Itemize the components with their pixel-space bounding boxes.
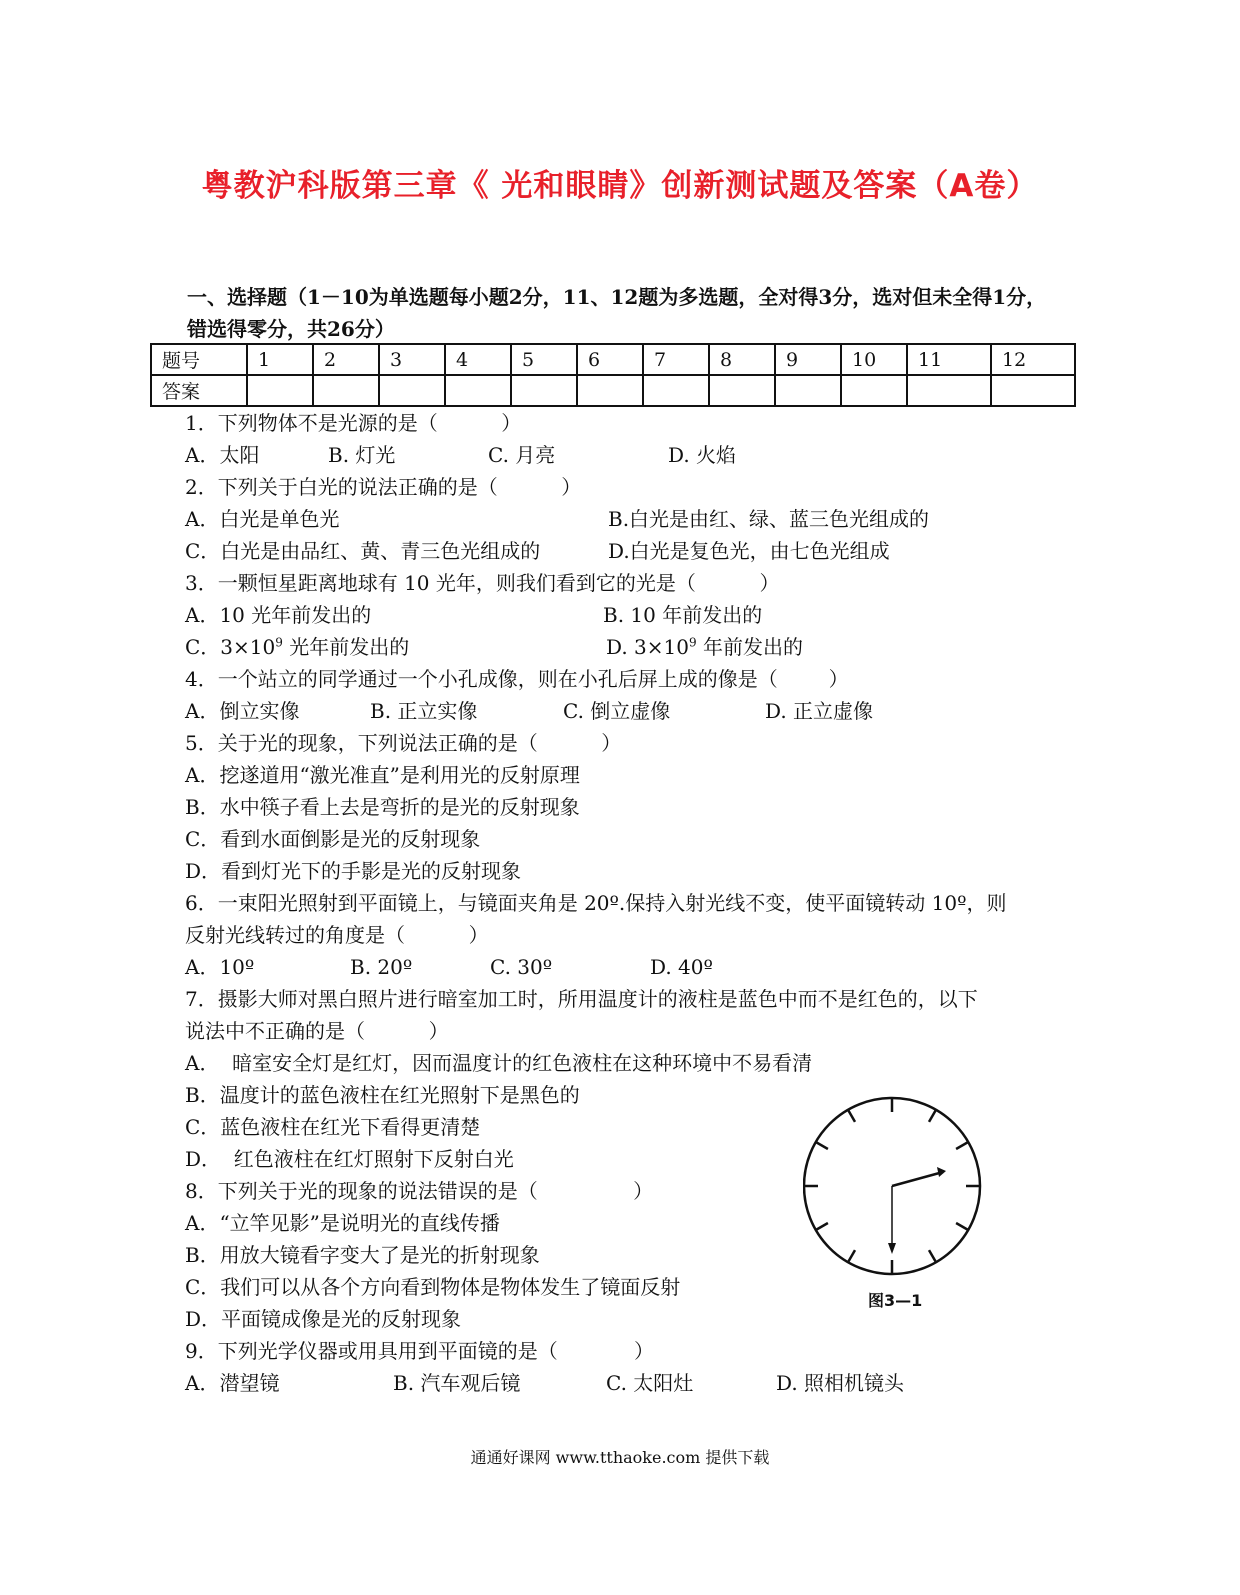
answer-cell[interactable] [991, 375, 1075, 406]
option-a: A．10º [185, 955, 255, 979]
hour-hand [892, 1172, 943, 1186]
option-c: C. 月亮 [488, 443, 556, 467]
option-c: C. 30º [490, 955, 553, 979]
footer: 通通好课网 www.tthaoke.com 提供下载 [470, 1448, 770, 1467]
question-6-stem: 6．一束阳光照射到平面镜上，与镜面夹角是 20º.保持入射光线不变，使平面镜转动 10º，则 [185, 891, 1007, 915]
answer-cell[interactable] [775, 375, 841, 406]
question-5-stem: 5．关于光的现象，下列说法正确的是（ ） [185, 731, 622, 755]
option-a: A．10 光年前发出的 [185, 603, 372, 627]
answer-cell[interactable] [577, 375, 643, 406]
option-d: D. 火焰 [668, 443, 737, 467]
question-number-cell: 7 [643, 344, 709, 375]
row-label-number: 题号 [151, 344, 247, 375]
option-c: C．$3\times 10^9$ 光年前发出的 [185, 635, 410, 659]
clock-tick [817, 1143, 828, 1150]
question-number-cell: 12 [991, 344, 1075, 375]
answer-cell[interactable] [511, 375, 577, 406]
question-number-cell: 11 [907, 344, 991, 375]
option-c: C．看到水面倒影是光的反射现象 [185, 827, 481, 851]
option-d: D. 照相机镜头 [776, 1371, 905, 1395]
question-number-cell: 5 [511, 344, 577, 375]
question-7-stem-cont: 说法中不正确的是（ ） [185, 1019, 449, 1043]
answer-cell[interactable] [709, 375, 775, 406]
clock-tick [956, 1223, 967, 1230]
question-number-cell: 4 [445, 344, 511, 375]
option-b: B. 10 年前发出的 [603, 603, 763, 627]
table-row-numbers [151, 344, 1075, 375]
option-a: A．倒立实像 [185, 699, 300, 723]
option-b: B. 20º [350, 955, 413, 979]
option-b: B. 汽车观后镜 [393, 1371, 521, 1395]
option-d: D． 红色液柱在红灯照射下反射白光 [185, 1147, 514, 1171]
question-number-cell: 1 [247, 344, 313, 375]
question-number-cell: 9 [775, 344, 841, 375]
option-d: D．平面镜成像是光的反射现象 [185, 1307, 462, 1331]
question-8-stem: 8．下列关于光的现象的说法错误的是（ ） [185, 1179, 654, 1203]
option-d: D. $3\times 10^9$ 年前发出的 [606, 635, 803, 659]
answer-cell[interactable] [247, 375, 313, 406]
option-a: A．“立竿见影”是说明光的直线传播 [185, 1211, 500, 1235]
table-row-answers [151, 375, 1075, 406]
clock-tick [849, 1250, 856, 1261]
clock-figure [803, 1093, 985, 1283]
question-7-stem: 7．摄影大师对黑白照片进行暗室加工时，所用温度计的液柱是蓝色中而不是红色的，以下 [185, 987, 978, 1011]
answer-cell[interactable] [313, 375, 379, 406]
option-b: B.白光是由红、绿、蓝三色光组成的 [608, 507, 930, 531]
figure-label: 图3—1 [868, 1291, 923, 1310]
answer-table [150, 343, 1076, 407]
option-a: A． 暗室安全灯是红灯，因而温度计的红色液柱在这种环境中不易看清 [185, 1051, 813, 1075]
option-d: D.白光是复色光，由七色光组成 [608, 539, 890, 563]
question-3-stem: 3．一颗恒星距离地球有 10 光年，则我们看到它的光是（ ） [185, 571, 780, 595]
answer-cell[interactable] [841, 375, 907, 406]
option-c: C．我们可以从各个方向看到物体是物体发生了镜面反射 [185, 1275, 681, 1299]
question-1-stem: 1．下列物体不是光源的是（ ） [185, 411, 522, 435]
question-9-stem: 9．下列光学仪器或用具用到平面镜的是（ ） [185, 1339, 655, 1363]
option-a: A．太阳 [185, 443, 260, 467]
option-b: B. 灯光 [328, 443, 396, 467]
question-4-stem: 4．一个站立的同学通过一个小孔成像，则在小孔后屏上成的像是（ ） [185, 667, 849, 691]
question-number-cell: 2 [313, 344, 379, 375]
option-a: A．潜望镜 [185, 1371, 280, 1395]
clock-tick [929, 1250, 936, 1261]
option-c: C. 太阳灶 [606, 1371, 694, 1395]
clock-tick [849, 1111, 856, 1122]
option-d: D．看到灯光下的手影是光的反射现象 [185, 859, 522, 883]
option-d: D. 40º [650, 955, 713, 979]
question-number-cell: 8 [709, 344, 775, 375]
option-c: C．蓝色液柱在红光下看得更清楚 [185, 1115, 481, 1139]
minute-hand-arrow [888, 1243, 896, 1254]
row-label-answer: 答案 [151, 375, 247, 406]
option-a: A．挖遂道用“激光准直”是利用光的反射原理 [185, 763, 580, 787]
option-b: B. 正立实像 [370, 699, 478, 723]
clock-tick [956, 1143, 967, 1150]
answer-cell[interactable] [445, 375, 511, 406]
question-6-stem-cont: 反射光线转过的角度是（ ） [185, 923, 489, 947]
question-2-stem: 2．下列关于白光的说法正确的是（ ） [185, 475, 582, 499]
option-a: A．白光是单色光 [185, 507, 340, 531]
hour-hand-arrow [937, 1167, 946, 1177]
option-b: B．水中筷子看上去是弯折的是光的反射现象 [185, 795, 580, 819]
clock-tick [929, 1111, 936, 1122]
clock-tick [817, 1223, 828, 1230]
answer-cell[interactable] [643, 375, 709, 406]
page-title: 粤教沪科版第三章《 光和眼睛》创新测试题及答案（A卷） [201, 168, 1039, 204]
option-c: C. 倒立虚像 [563, 699, 671, 723]
option-b: B．温度计的蓝色液柱在红光照射下是黑色的 [185, 1083, 580, 1107]
option-b: B．用放大镜看字变大了是光的折射现象 [185, 1243, 540, 1267]
section-heading: 一、选择题（1－10为单选题每小题2分，11、12题为多选题，全对得3分，选对但未全得1分，错选得零分，共26分） [187, 285, 1047, 341]
question-number-cell: 6 [577, 344, 643, 375]
question-number-cell: 3 [379, 344, 445, 375]
option-d: D. 正立虚像 [765, 699, 874, 723]
question-number-cell: 10 [841, 344, 907, 375]
option-c: C．白光是由品红、黄、青三色光组成的 [185, 539, 541, 563]
answer-cell[interactable] [379, 375, 445, 406]
answer-cell[interactable] [907, 375, 991, 406]
